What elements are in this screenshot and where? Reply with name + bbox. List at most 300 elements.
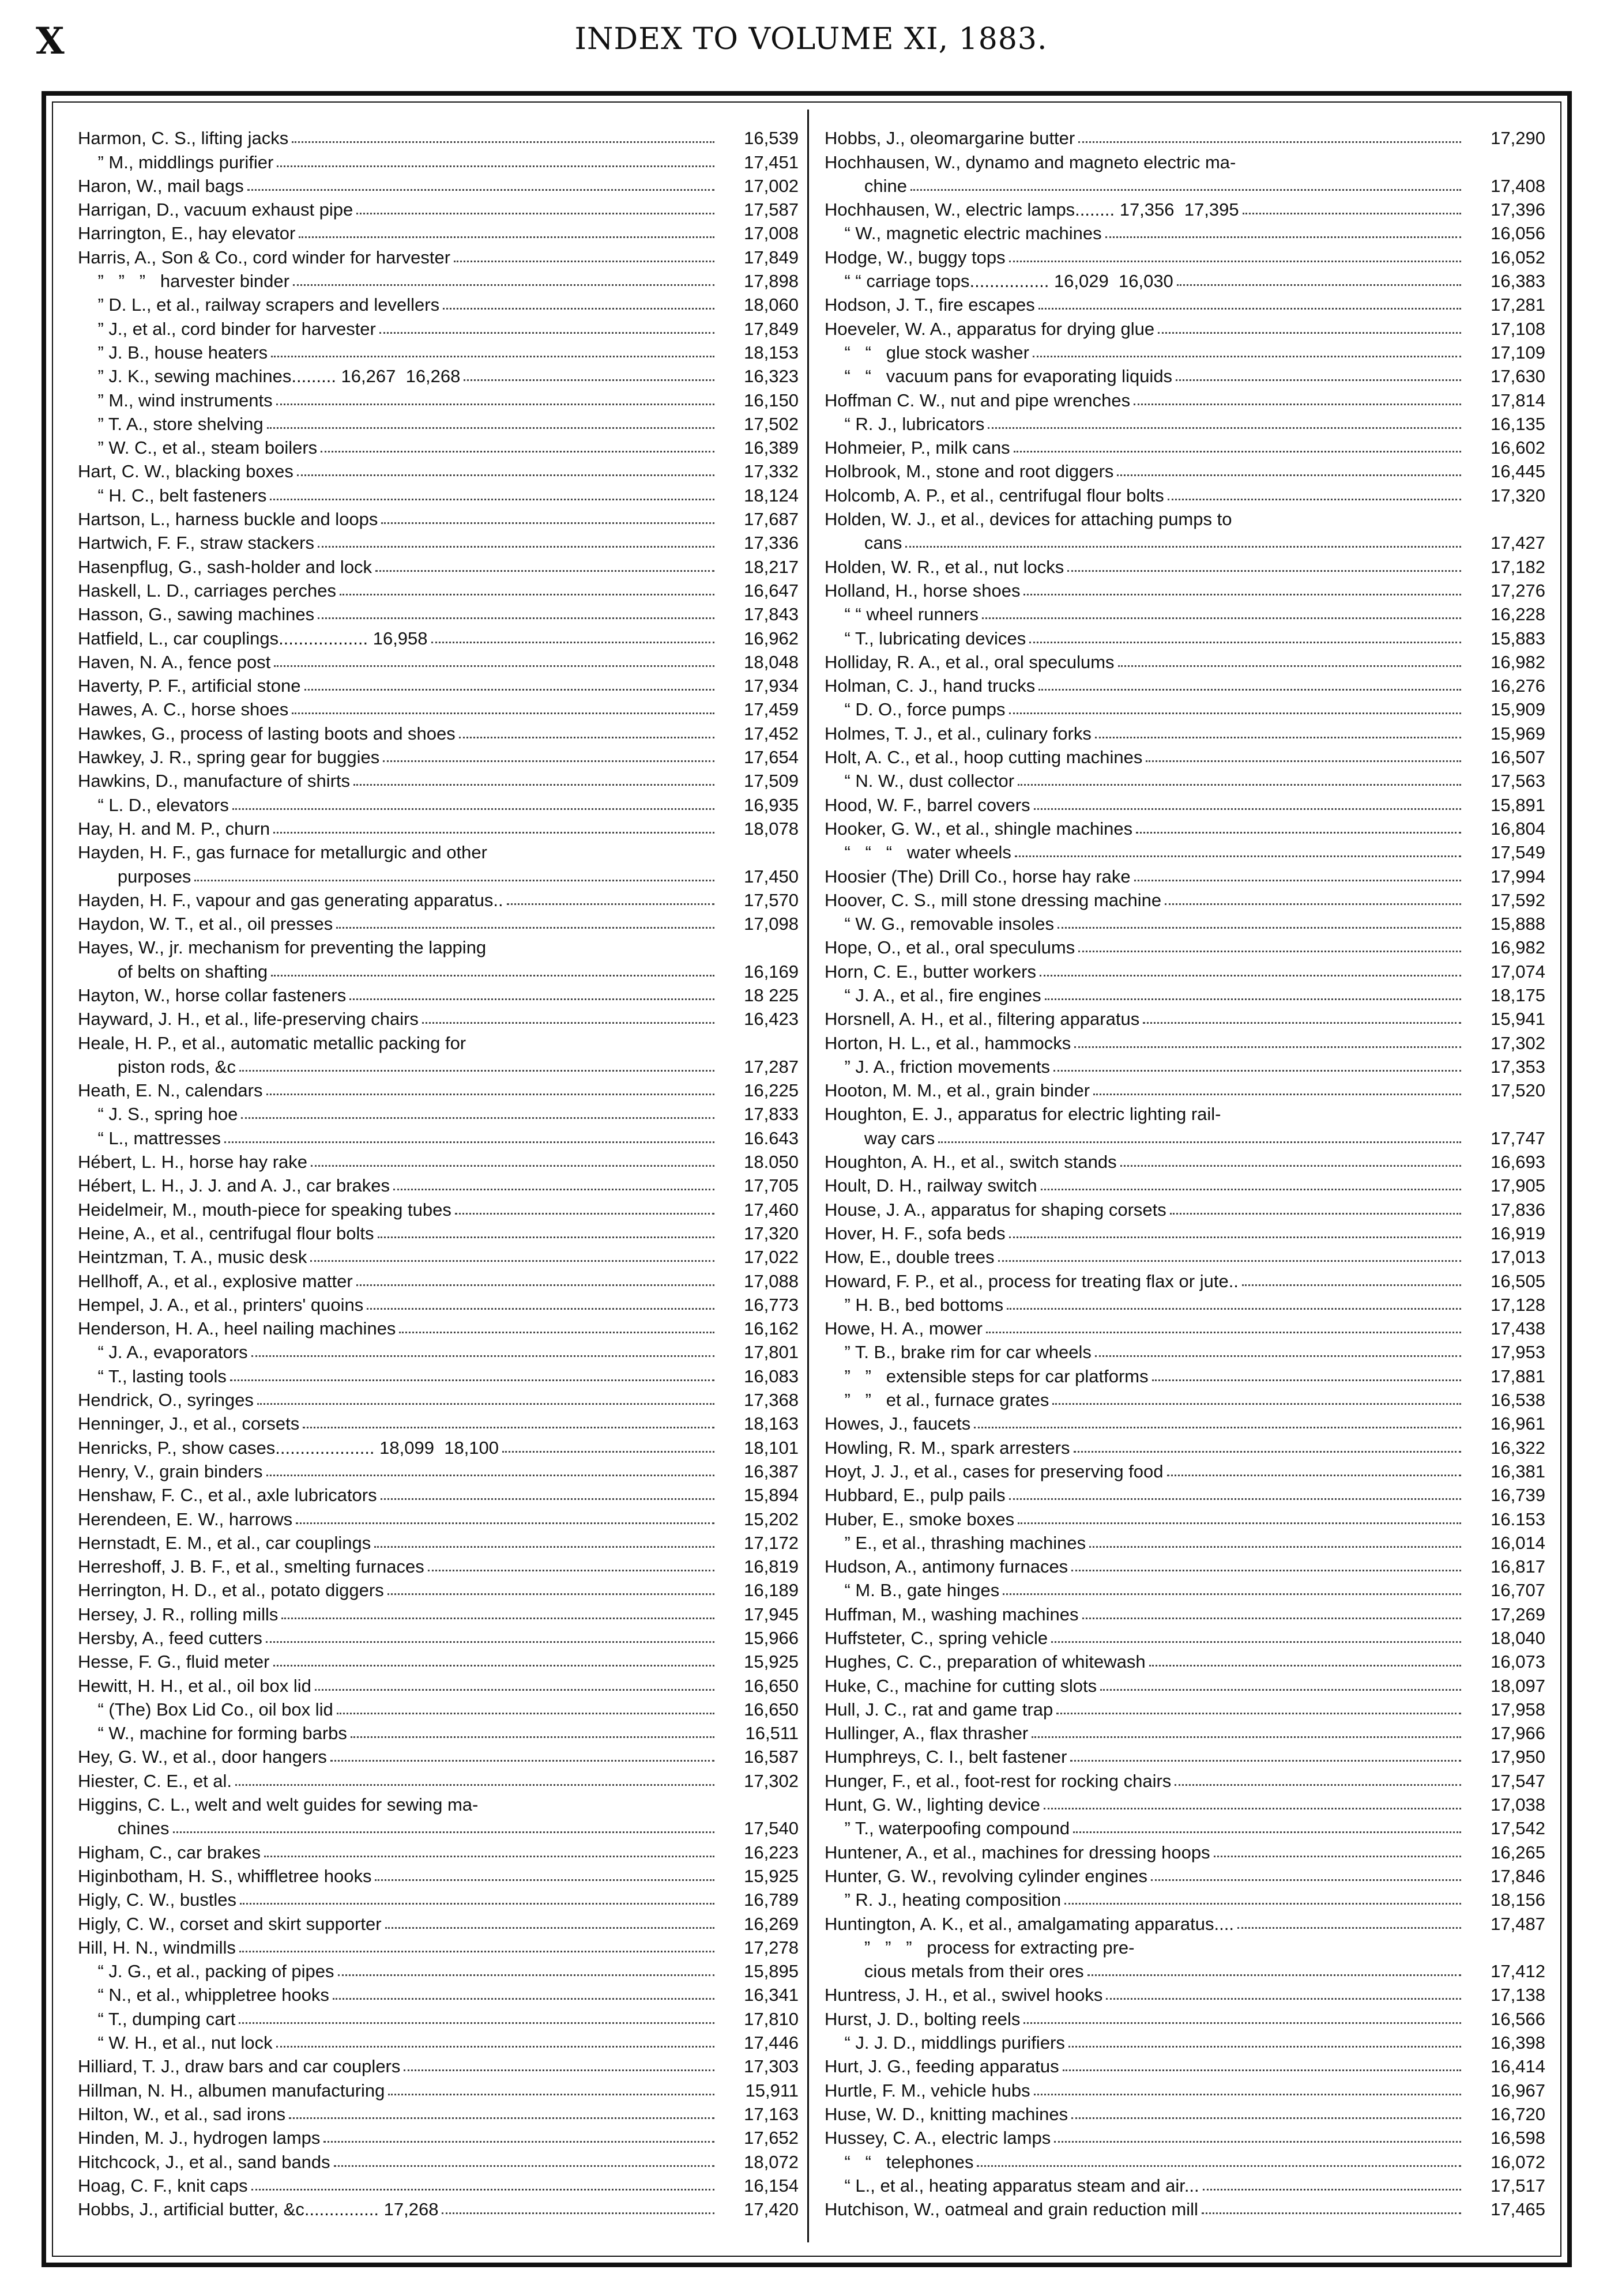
index-entry [78,1385,799,1409]
entry-text: Hochhausen, W., dynamo and magneto electric ma- [825,152,1236,172]
index-entry [78,1480,799,1504]
leader-dots [455,1213,714,1215]
entry-text: Herrington, H. D., et al., potato diggers [78,1580,384,1601]
patent-number: 16,982 [1491,651,1545,672]
leader-dots [247,189,714,191]
index-entry [825,1956,1545,1980]
index-entry [78,1837,799,1861]
entry-text: “ “ glue stock washer [825,342,1029,363]
leader-dots [318,546,714,548]
index-entry [78,671,799,695]
entry-text: Holbrook, M., stone and root diggers [825,461,1114,482]
patent-number: 16,154 [744,2175,799,2196]
leader-dots [404,2069,714,2071]
leader-dots [1058,927,1461,929]
leader-dots [349,998,714,1000]
entry-text: “ “ “ water wheels [825,842,1011,863]
patent-number: 17,269 [1491,1604,1545,1624]
index-entry [78,1409,799,1432]
entry-text: Hébert, L. H., J. J. and A. J., car brakes [78,1175,390,1196]
index-entry [78,1956,799,1980]
leader-dots [399,1332,714,1333]
patent-number: 16,228 [1491,604,1545,625]
patent-number: 16,265 [1491,1842,1545,1863]
entry-text: Hobbs, J., oleomargarine butter [825,128,1075,149]
entry-text: Heintzman, T. A., music desk [78,1247,307,1268]
index-entry [78,838,799,861]
patent-number: 17,487 [1491,1913,1545,1934]
entry-text: Herendeen, E. W., harrows [78,1509,293,1529]
patent-number: 17,396 [1491,199,1545,220]
patent-number: 16,804 [1491,818,1545,839]
entry-text: Higly, C. W., bustles [78,1890,237,1910]
index-entry [78,576,799,600]
leader-dots [1023,2022,1461,2024]
leader-dots [323,2141,714,2143]
index-entry [78,552,799,575]
entry-text: Hersby, A., feed cutters [78,1628,262,1648]
leader-dots [464,379,714,381]
entry-text: Henshaw, F. C., et al., axle lubricators [78,1485,377,1506]
entry-text: Hart, C. W., blacking boxes [78,461,293,482]
index-entry [825,1671,1545,1694]
leader-dots [1067,570,1461,572]
leader-dots [442,2212,714,2214]
patent-number: 17,547 [1491,1770,1545,1791]
leader-dots [379,332,714,334]
leader-dots [1151,1879,1461,1881]
leader-dots [1064,1903,1461,1905]
leader-dots [251,2189,714,2191]
entry-text: Hawes, A. C., horse shoes [78,699,289,720]
entry-text: Hubbard, E., pulp pails [825,1485,1006,1506]
leader-dots [1078,951,1461,952]
leader-dots [270,499,714,500]
patent-number: 17,833 [744,1104,799,1125]
entry-text: ” M., wind instruments [78,390,273,410]
entry-text: Hohmeier, P., milk cans [825,438,1010,458]
patent-number: 17,905 [1491,1175,1545,1196]
patent-number: 17,002 [744,175,799,196]
entry-text: Herreshoff, J. B. F., et al., smelting furnaces [78,1556,424,1577]
entry-text: Hébert, L. H., horse hay rake [78,1152,308,1172]
entry-text: Hull, J. C., rat and game trap [825,1699,1053,1720]
index-entry [78,1695,799,1718]
index-entry [825,1647,1545,1671]
leader-dots [1095,1355,1461,1357]
patent-number: 17,281 [1491,295,1545,315]
leader-dots [303,1427,714,1428]
entry-text: Hayward, J. H., et al., life-preserving chairs [78,1009,419,1030]
index-entry [825,2075,1545,2099]
patent-number: 17,994 [1491,866,1545,887]
entry-text: Holman, C. J., hand trucks [825,676,1036,696]
index-entry [78,1171,799,1194]
patent-number: 17,705 [744,1175,799,1196]
leader-dots [271,356,714,357]
leader-dots [1014,451,1461,453]
patent-number: 17,509 [744,771,799,791]
patent-number: 18,048 [744,651,799,672]
patent-number: 15,969 [1491,723,1545,744]
patent-number: 18,040 [1491,1628,1545,1648]
patent-number: 17,570 [744,889,799,910]
entry-text: “ J. G., et al., packing of pipes [78,1961,334,1982]
index-entry [825,1814,1545,1837]
leader-dots [241,1117,714,1119]
leader-dots [1015,855,1461,857]
entry-text: ” E., et al., thrashing machines [825,1532,1086,1553]
patent-number: 17,945 [744,1604,799,1624]
entry-text: “ L., et al., heating apparatus steam and air... [825,2175,1199,2196]
entry-text: Huntress, J. H., et al., swivel hooks [825,1985,1103,2005]
patent-number: 15,202 [744,1509,799,1529]
index-entry [78,1504,799,1528]
leader-dots [1095,737,1461,738]
patent-number: 18,217 [744,556,799,577]
index-entry [825,838,1545,861]
leader-dots [292,712,714,714]
leader-dots [1105,236,1461,238]
patent-number: 16,322 [1491,1437,1545,1458]
entry-text: Huntington, A. K., et al., amalgamating apparatus.... [825,1913,1234,1934]
index-entry [825,885,1545,909]
index-entry [825,1575,1545,1599]
entry-text: “ J. A., evaporators [78,1342,248,1363]
entry-text: Hay, H. and M. P., churn [78,818,270,839]
leader-dots [1165,903,1461,905]
leader-dots [1052,1403,1461,1405]
entry-text: ” M., middlings purifier [78,152,274,172]
entry-text: Hesse, F. G., fluid meter [78,1652,270,1672]
entry-text: “ J. J. D., middlings purifiers [825,2033,1065,2053]
leader-dots [1045,998,1461,1000]
patent-number: 16,225 [744,1080,799,1101]
patent-number: 16.153 [1491,1509,1545,1529]
patent-number: 17,128 [1491,1294,1545,1315]
patent-number: 15,894 [744,1485,799,1506]
entry-text: “ W. H., et al., nut lock [78,2033,273,2053]
leader-dots [240,1903,714,1905]
entry-text: “ “ carriage tops................ 16,029 16,030 [825,271,1173,292]
entry-text: “ T., lubricating devices [825,628,1026,649]
leader-dots [938,1141,1461,1143]
leader-dots [266,1094,715,1095]
entry-text: Hutchison, W., oatmeal and grain reduction mill [825,2199,1198,2220]
index-entry [78,1718,799,1742]
index-entry [825,1742,1545,1766]
patent-number: 17,022 [744,1247,799,1268]
index-entry [825,1861,1545,1885]
entry-text: ” ” ” harvester binder [78,271,289,292]
index-entry [825,1361,1545,1385]
entry-text: Heidelmeir, M., mouth-piece for speaking tubes [78,1199,451,1220]
entry-text: ” ” ” process for extracting pre- [825,1937,1135,1958]
entry-text: “ (The) Box Lid Co., oil box lid [78,1699,333,1720]
entry-text: “ “ telephones [825,2151,974,2172]
entry-text: chines [78,1818,170,1839]
patent-number: 17,460 [744,1199,799,1220]
patent-number: 16,387 [744,1461,799,1481]
entry-text: Hayden, H. F., vapour and gas generating apparatus.. [78,889,503,910]
entry-text: “ L. D., elevators [78,794,229,815]
entry-text: Hurtle, F. M., vehicle hubs [825,2080,1030,2101]
index-entry [78,242,799,266]
index-entry [78,742,799,766]
leader-dots [375,1879,714,1881]
patent-number: 16,389 [744,438,799,458]
column-divider [807,110,809,2242]
patent-number: 16,383 [1491,271,1545,292]
index-entry [825,552,1545,575]
leader-dots [289,2117,714,2119]
patent-number: 17,302 [744,1770,799,1791]
index-entry [78,2123,799,2147]
index-entry [825,1528,1545,1552]
entry-text: Hughes, C. C., preparation of whitewash [825,1652,1146,1672]
entry-text: Holland, H., horse shoes [825,580,1021,601]
patent-number: 17,420 [744,2199,799,2220]
patent-number: 16,223 [744,1842,799,1863]
patent-number: 17,849 [744,247,799,267]
entry-text: Hill, H. N., windmills [78,1937,236,1958]
index-entry [825,480,1545,504]
leader-dots [381,522,714,524]
patent-number: 17,368 [744,1390,799,1411]
entry-text: Hernstadt, E. M., et al., car couplings [78,1532,371,1553]
entry-text: Horton, H. L., et al., hammocks [825,1032,1071,1053]
patent-number: 18,101 [744,1437,799,1458]
index-entry [825,290,1545,314]
index-entry [78,433,799,457]
patent-number: 17,074 [1491,961,1545,982]
patent-number: 17,459 [744,699,799,720]
patent-number: 17,182 [1491,556,1545,577]
entry-text: Hartson, L., harness buckle and loops [78,509,378,530]
patent-number: 17,881 [1491,1366,1545,1386]
entry-text: ” J. K., sewing machines......... 16,267 16,268 [78,366,461,387]
patent-number: 17,563 [1491,771,1545,791]
entry-text: Hersey, J. R., rolling mills [78,1604,279,1624]
patent-number: 18.050 [744,1152,799,1172]
leader-dots [235,1784,714,1786]
leader-dots [273,832,714,834]
index-entry [825,1337,1545,1361]
patent-number: 18,097 [1491,1675,1545,1696]
index-entry [78,2028,799,2052]
patent-number: 16,398 [1491,2033,1545,2053]
leader-dots [1003,1593,1461,1595]
index-entry [78,2075,799,2099]
index-entry [78,1885,799,1909]
leader-dots [1118,665,1461,667]
leader-dots [330,1760,714,1762]
patent-number: 16,789 [744,1890,799,1910]
patent-number: 15,911 [745,2080,799,2101]
leader-dots [385,1927,714,1929]
patent-number: 18,078 [744,818,799,839]
index-entry [825,1171,1545,1194]
leader-dots [454,261,714,262]
patent-number: 17,652 [744,2128,799,2148]
entry-text: Howe, H. A., mower [825,1318,983,1339]
leader-dots [1078,141,1461,143]
entry-text: Harmon, C. S., lifting jacks [78,128,289,149]
index-entry [78,1528,799,1552]
patent-number: 16,135 [1491,413,1545,434]
index-entry [825,1599,1545,1623]
index-entry [78,528,799,552]
leader-dots [1034,2094,1461,2095]
index-entry [825,433,1545,457]
entry-text: Hoover, C. S., mill stone dressing machine [825,889,1162,910]
leader-dots [910,189,1461,191]
leader-dots [267,427,714,429]
index-entry [78,385,799,409]
entry-text: Holden, W. J., et al., devices for attaching pumps to [825,509,1232,530]
leader-dots [1134,880,1461,881]
patent-number: 16,602 [1491,438,1545,458]
leader-dots [905,546,1461,548]
entry-text: Hewitt, H. H., et al., oil box lid [78,1675,311,1696]
entry-text: cans [825,533,902,553]
entry-text: ” T. A., store shelving [78,413,264,434]
index-entry [78,1909,799,1932]
patent-number: 16,739 [1491,1485,1545,1506]
entry-text: Huse, W. D., knitting machines [825,2103,1068,2124]
entry-text: Hey, G. W., et al., door hangers [78,1747,327,1767]
patent-number: 16,773 [744,1294,799,1315]
entry-text: Hunter, G. W., revolving cylinder engines [825,1865,1147,1886]
entry-text: Hood, W. F., barrel covers [825,794,1030,815]
patent-number: 16,511 [745,1723,799,1744]
entry-text: Hatfield, L., car couplings.................. 16,958 [78,628,428,649]
leader-dots [1073,1831,1461,1833]
index-entry [825,600,1545,623]
leader-dots [293,284,714,286]
entry-text: piston rods, &c [78,1056,236,1077]
leader-dots [1009,712,1461,714]
index-entry [78,266,799,290]
index-entry [78,909,799,933]
index-entry [825,1480,1545,1504]
entry-text: Hoffman C. W., nut and pipe wrenches [825,390,1131,410]
entry-text: Hoult, D. H., railway switch [825,1175,1037,1196]
entry-text: “ N., et al., whippletree hooks [78,1985,329,2005]
patent-number: 16,539 [744,128,799,149]
index-entry [78,195,799,218]
index-entry [78,933,799,956]
index-entry [825,814,1545,838]
index-entry [78,1575,799,1599]
index-entry [78,695,799,718]
patent-number: 16.643 [744,1128,799,1148]
entry-text: “ “ vacuum pans for evaporating liquids [825,366,1173,387]
leader-dots [1152,1379,1461,1381]
entry-text: Henninger, J., et al., corsets [78,1413,300,1434]
entry-text: Huber, E., smoke boxes [825,1509,1015,1529]
index-entry [825,171,1545,195]
patent-number: 16,056 [1491,223,1545,244]
leader-dots [1068,2046,1461,2048]
index-entry [825,1266,1545,1290]
leader-dots [1033,356,1461,357]
entry-text: Hiester, C. E., et al. [78,1770,232,1791]
leader-dots [1041,1189,1461,1190]
entry-text: Hawkey, J. R., spring gear for buggies [78,747,380,768]
patent-number: 17,814 [1491,390,1545,410]
index-entry [78,814,799,838]
patent-number: 17,849 [744,318,799,339]
leader-dots [1237,1927,1461,1929]
entry-text: Hartwich, F. F., straw stackers [78,533,314,553]
entry-text: Hasenpflug, G., sash-holder and lock [78,556,372,577]
patent-number: 16,967 [1491,2080,1545,2101]
patent-number: 16,052 [1491,247,1545,267]
leader-dots [1168,499,1461,500]
index-entry [825,1933,1545,1956]
patent-number: 17,549 [1491,842,1545,863]
index-entry [78,1028,799,1051]
entry-text: “ H. C., belt fasteners [78,485,267,506]
leader-dots [1100,1689,1461,1691]
index-entry [78,290,799,314]
index-entry [825,504,1545,528]
patent-number: 17,446 [744,2033,799,2053]
leader-dots [292,141,714,143]
leader-dots [1009,261,1461,262]
patent-number: 17,172 [744,1532,799,1553]
index-entry [825,1004,1545,1028]
patent-number: 16,423 [744,1009,799,1030]
leader-dots [1032,1736,1461,1738]
leader-dots [502,1451,714,1453]
index-entry [825,242,1545,266]
leader-dots [356,213,714,214]
entry-text: Heath, E. N., calendars [78,1080,263,1101]
entry-text: “ R. J., lubricators [825,413,985,434]
patent-number: 16,919 [1491,1223,1545,1243]
index-entry [78,2099,799,2123]
entry-text: Hover, H. F., sofa beds [825,1223,1006,1243]
patent-number: 17,502 [744,413,799,434]
entry-text: Holcomb, A. P., et al., centrifugal flour bolts [825,485,1164,506]
entry-text: “ W. G., removable insoles [825,914,1054,934]
index-entry [825,623,1545,647]
patent-number: 16,587 [744,1747,799,1767]
entry-text: ” ” extensible steps for car platforms [825,1366,1149,1386]
entry-text: ” R. J., heating composition [825,1890,1062,1910]
page-title: INDEX TO VOLUME XI, 1883. [574,22,1048,56]
patent-number: 16,189 [744,1580,799,1601]
index-entry [78,790,799,813]
leader-dots [276,2046,714,2048]
patent-number: 16,935 [744,794,799,815]
leader-dots [1214,1856,1461,1857]
index-entry [825,647,1545,671]
entry-text: Harris, A., Son & Co., cord winder for harvester [78,247,451,267]
patent-number: 16,647 [744,580,799,601]
index-entry [825,981,1545,1004]
index-entry [825,195,1545,218]
entry-text: Hilton, W., et al., sad irons [78,2103,286,2124]
patent-number: 18,072 [744,2151,799,2172]
entry-text: Haven, N. A., fence post [78,651,271,672]
index-entry [78,1599,799,1623]
patent-number: 16,650 [744,1675,799,1696]
patent-number: 17,163 [744,2103,799,2124]
index-entry [78,1337,799,1361]
